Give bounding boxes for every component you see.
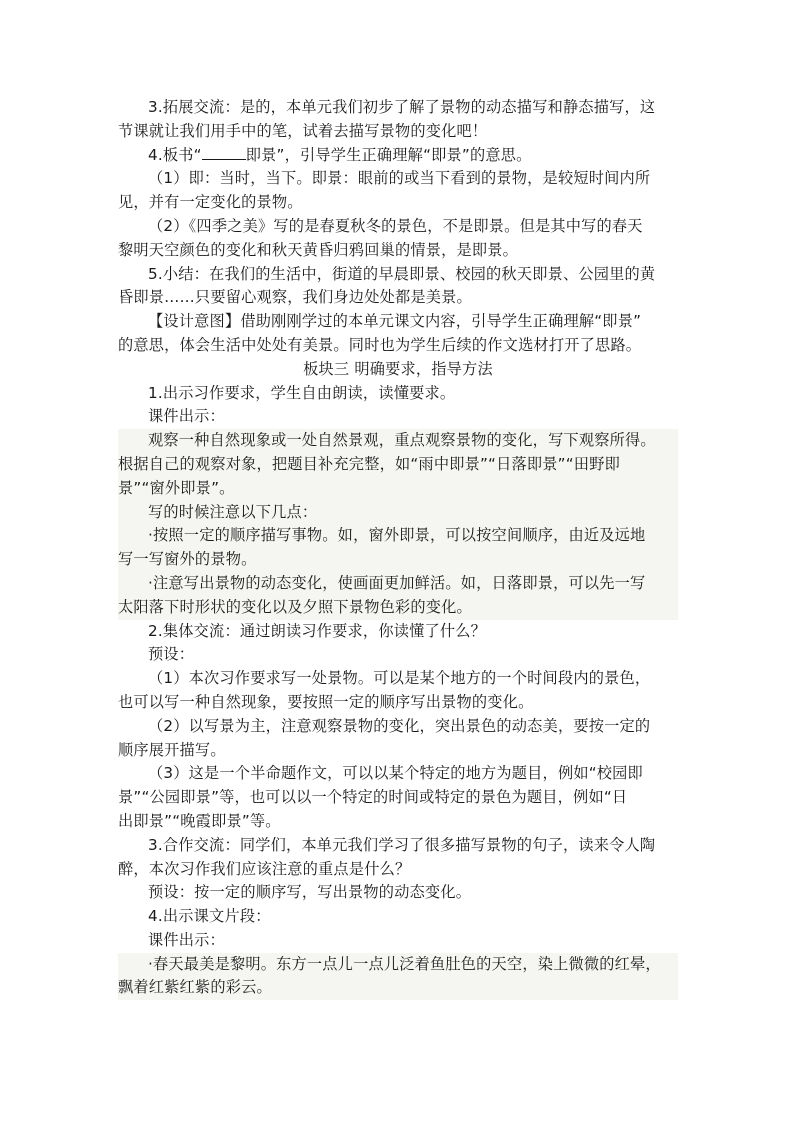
text-content: 节课就让我们用手中的笔，试着去描写景物的变化吧！: [118, 121, 488, 140]
text-line: [118, 739, 678, 763]
text-content: 太阳落下时形状的变化以及夕照下景物色彩的变化。: [118, 597, 472, 616]
text-line: [118, 834, 678, 858]
text-content: 【设计意图】借助刚刚学过的本单元课文内容，引导学生正确理解“即景”: [148, 312, 642, 331]
text-segment: 即景”，引导学生正确理解“即景”的意思。: [245, 145, 532, 164]
text-content: 写一写窗外的景物。: [118, 550, 257, 569]
text-content: 昏即景……只要留心观察，我们身边处处都是美景。: [118, 288, 472, 307]
text-segment: 4.板书“: [148, 145, 202, 164]
text-content: 醉，本次习作我们应该注意的重点是什么？: [118, 859, 411, 878]
text-content: （3）这是一个半命题作文，可以以某个特定的地方为题目，例如“校园即: [148, 764, 643, 783]
text-line: [118, 596, 678, 620]
text-content: 课件出示：: [148, 930, 225, 949]
text-line: [118, 881, 678, 905]
text-content: 3.拓展交流：是的，本单元我们初步了解了景物的动态描写和静态描写，这: [148, 98, 656, 116]
text-content: 4.出示课文片段：: [148, 907, 271, 926]
text-content: 1.出示习作要求，学生自由朗读，读懂要求。: [148, 383, 456, 402]
text-line: [118, 786, 678, 810]
text-line: [118, 286, 678, 310]
text-line: [118, 810, 678, 834]
text-line: [118, 263, 678, 287]
text-line: [118, 453, 678, 477]
text-content: 见，并有一定变化的景物。: [118, 193, 303, 212]
text-content: 板块三 明确要求，指导方法: [303, 359, 493, 378]
text-content: 2.集体交流：通过朗读习作要求，你读懂了什么？: [148, 621, 487, 640]
text-line: [118, 691, 678, 715]
text-line: [118, 620, 678, 644]
text-line: [118, 501, 678, 525]
text-content: 顺序展开描写。: [118, 740, 226, 759]
text-line: [118, 548, 678, 572]
text-line: [118, 976, 678, 1000]
text-line: [118, 167, 678, 191]
text-line: [118, 405, 678, 429]
text-line: [118, 929, 678, 953]
text-line: [118, 762, 678, 786]
text-line: [118, 667, 678, 691]
text-line: [118, 524, 678, 548]
text-content: 写的时候注意以下几点：: [148, 502, 318, 521]
text-content: ·注意写出景物的动态变化，使画面更加鲜活。如，日落即景，可以先一写: [148, 573, 646, 592]
text-content: 3.合作交流：同学们，本单元我们学习了很多描写景物的句子，读来令人陶: [148, 835, 656, 854]
text-line: [118, 191, 678, 215]
text-content: 课件出示：: [148, 407, 225, 426]
text-content: 预设：按一定的顺序写，写出景物的动态变化。: [148, 883, 472, 902]
text-content: 出即景”“晚霞即景”等。: [118, 811, 281, 830]
text-content: 根据自己的观察对象，把题目补充完整，如“雨中即景”“日落即景”“田野即: [118, 454, 620, 473]
text-line: [118, 858, 678, 882]
text-content: （1）本次习作要求写一处景物。可以是某个地方的一个时间段内的景色，: [148, 669, 651, 688]
text-content: 预设：: [148, 645, 195, 664]
text-line: [118, 477, 678, 501]
section-heading: [118, 358, 678, 382]
text-content: 观察一种自然现象或一处自然景观，重点观察景物的变化，写下观察所得。: [148, 431, 656, 450]
text-line: [118, 239, 678, 263]
text-line: [118, 953, 678, 977]
text-content: 景”“公园即景”等，也可以以一个特定的时间或特定的景色为题目，例如“日: [118, 788, 628, 807]
document-page: [118, 96, 678, 1000]
text-line: [118, 572, 678, 596]
text-line: [118, 715, 678, 739]
text-content: 5.小结：在我们的生活中，街道的早晨即景、校园的秋天即景、公园里的黄: [148, 264, 656, 283]
text-line: [118, 144, 678, 168]
text-line: [118, 310, 678, 334]
text-content: （1）即：当时，当下。即景：眼前的或当下看到的景物，是较短时间内所: [148, 169, 651, 188]
text-content: （2）以写景为主，注意观察景物的变化，突出景色的动态美，要按一定的: [148, 716, 651, 735]
text-content: 的意思，体会生活中处处有美景。同时也为学生后续的作文选材打开了思路。: [118, 335, 642, 354]
fill-in-blank: [202, 145, 246, 160]
text-line: [118, 905, 678, 929]
text-line: [118, 334, 678, 358]
text-line: [118, 96, 678, 120]
text-line: [118, 215, 678, 239]
text-content: ·春天最美是黎明。东方一点儿一点儿泛着鱼肚色的天空，染上微微的红晕，: [148, 954, 661, 973]
text-line: [118, 382, 678, 406]
text-content: ·按照一定的顺序描写事物。如，窗外即景，可以按空间顺序，由近及远地: [148, 526, 646, 545]
text-line: [118, 429, 678, 453]
text-content: 黎明天空颜色的变化和秋天黄昏归鸦回巢的情景，是即景。: [118, 240, 519, 259]
text-line: [118, 120, 678, 144]
text-content: 飘着红紫红紫的彩云。: [118, 978, 272, 997]
text-content: （2）《四季之美》写的是春夏秋冬的景色，不是即景。但是其中写的春天: [148, 216, 643, 235]
text-content: 也可以写一种自然现象，要按照一定的顺序写出景物的变化。: [118, 692, 534, 711]
text-content: 景”“窗外即景”。: [118, 478, 235, 497]
text-line: [118, 643, 678, 667]
